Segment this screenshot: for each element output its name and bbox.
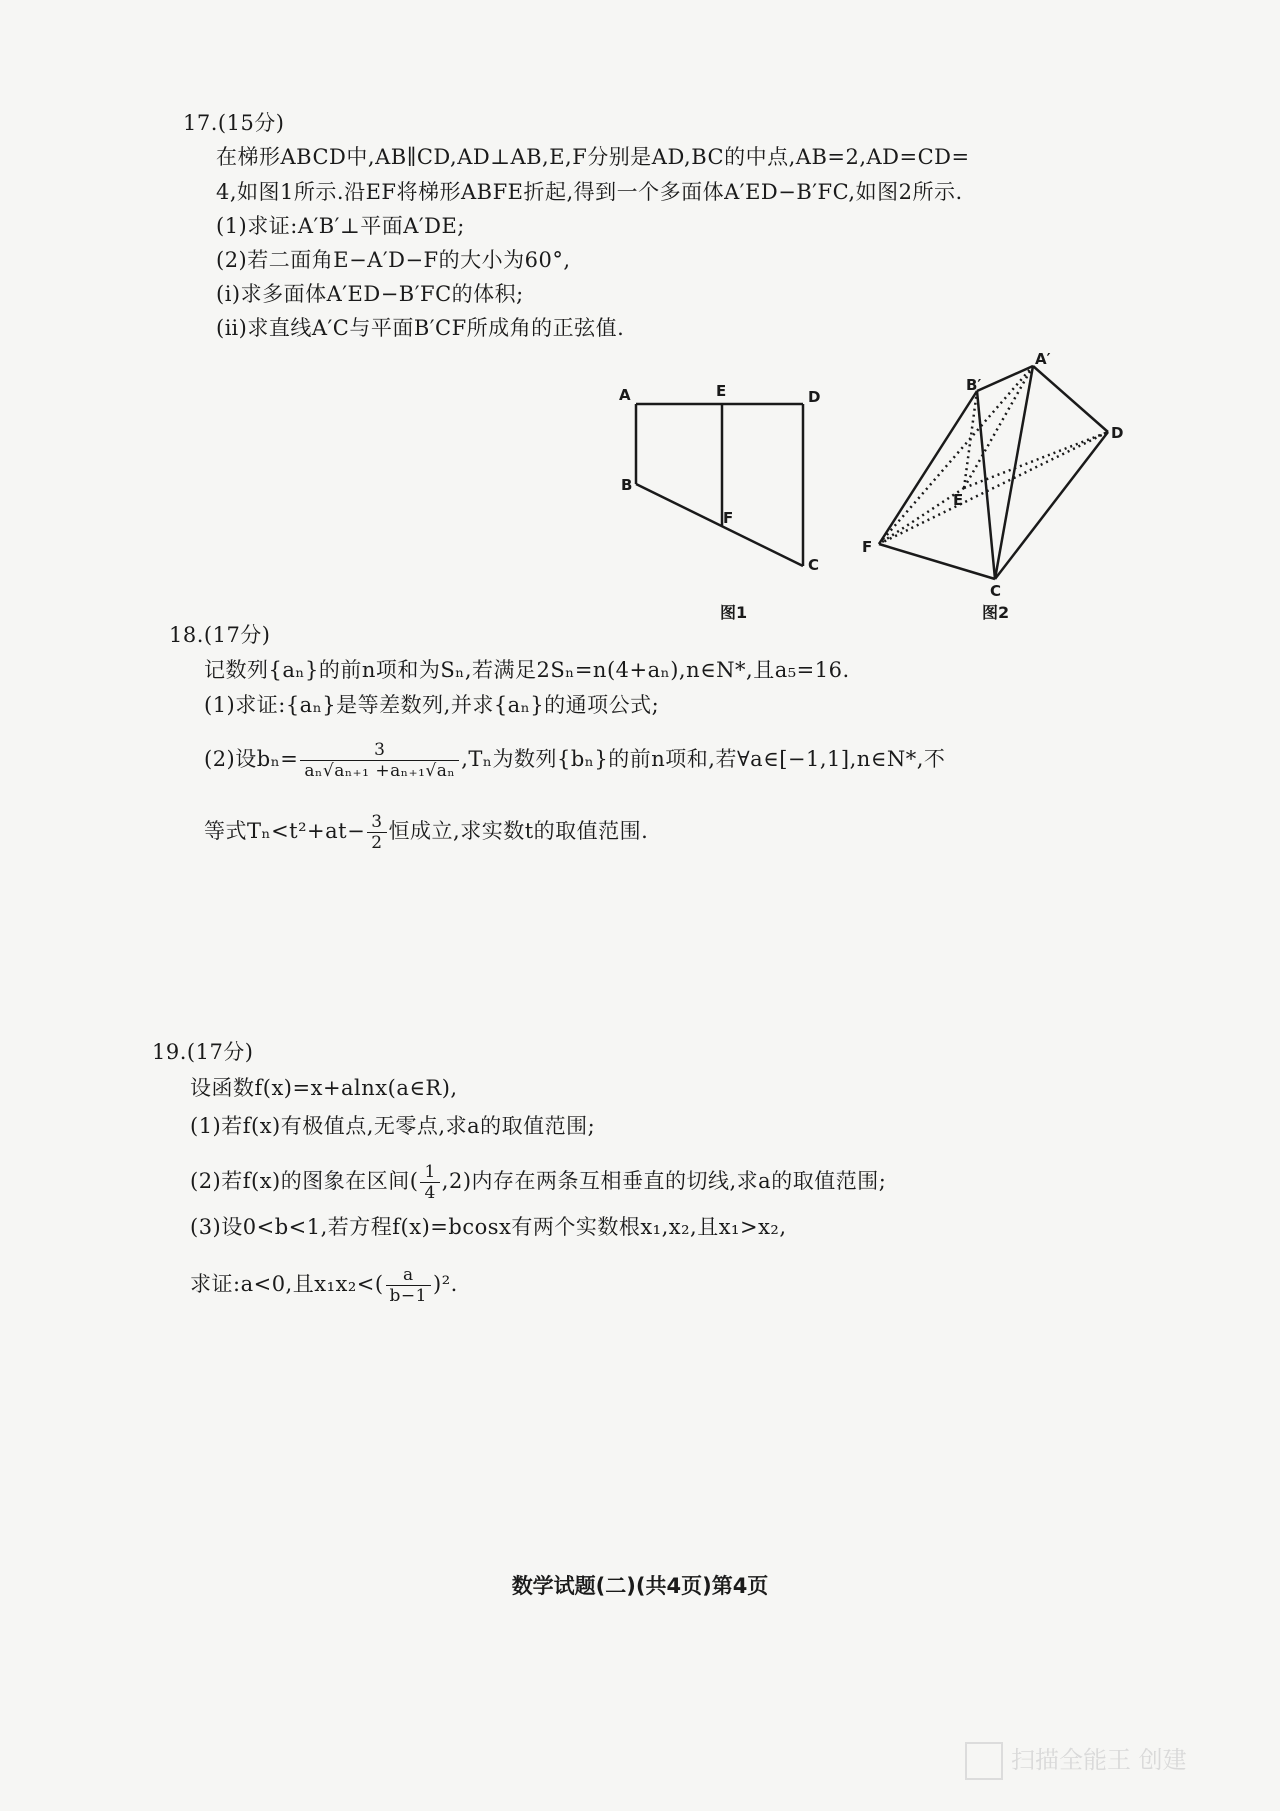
q18-line-2: (1)求证:{aₙ}是等差数列,并求{aₙ}的通项公式; [204,693,660,717]
q17-line-3: (1)求证:A′B′⊥平面A′DE; [216,214,465,238]
q19-line-1: 设函数f(x)=x+alnx(a∈R), [190,1076,458,1100]
q18-half-fraction [367,812,386,853]
fig1-label-A: A [619,386,631,404]
fig1-label-F: F [723,509,734,527]
q19-line-2: (1)若f(x)有极值点,无零点,求a的取值范围; [190,1114,596,1138]
q19-line-3 [190,1162,886,1203]
q18-line-4-a: 等式Tₙ<t²+at− [204,819,366,843]
q18-half-numerator: 3 [367,812,386,833]
q19-header: 19.(17分) [152,1040,254,1064]
fig2-label-D: D [1111,424,1124,442]
q18-line-4-b: 恒成立,求实数t的取值范围. [388,819,649,843]
q18-line-4 [204,812,648,853]
q18-bn-numerator: 3 [300,740,459,761]
q18-half-denominator: 2 [371,833,383,853]
q19-line-5-a: 求证:a<0,且x₁x₂<( [190,1272,384,1296]
q18-bn-fraction [300,740,459,781]
figure-2 [879,366,1108,579]
q18-line-1: 记数列{aₙ}的前n项和为Sₙ,若满足2Sₙ=n(4+aₙ),n∈N*,且a₅=16. [204,658,850,682]
q17-header: 17.(15分) [183,111,285,135]
fig1-label-E: E [716,382,727,400]
q19-ratio-fraction [386,1265,431,1306]
scanner-logo-icon [965,1742,1003,1780]
q19-line-3-a: (2)若f(x)的图象在区间( [190,1169,419,1193]
q18-line-3 [204,740,945,781]
fig2-label-A: A′ [1035,350,1051,368]
fig2-label-C: C [990,582,1002,600]
q19-line-3-b: ,2)内存在两条互相垂直的切线,求a的取值范围; [441,1169,887,1193]
q19-ratio-numerator: a [386,1265,431,1286]
q17-figures [0,348,1280,628]
fig1-label-C: C [808,556,820,574]
q19-line-4: (3)设0<b<1,若方程f(x)=bcosx有两个实数根x₁,x₂,且x₁>x₂, [190,1215,787,1239]
fig2-label-F: F [862,538,873,556]
q19-quarter-fraction [420,1162,439,1203]
figure-1 [636,404,803,566]
q19-line-5-b: )². [433,1272,458,1296]
watermark-text: 扫描全能王 创建 [1011,1746,1187,1774]
fig1-caption: 图1 [720,603,748,622]
page-footer: 数学试题(二)(共4页)第4页 [511,1574,769,1598]
q18-line-3-a: (2)设bₙ= [204,747,299,771]
q18-header: 18.(17分) [169,623,271,647]
q17-line-4: (2)若二面角E−A′D−F的大小为60°, [216,248,571,272]
fig2-label-E: E [953,491,964,509]
q19-quarter-denominator: 4 [424,1183,436,1203]
q19-quarter-numerator: 1 [420,1162,439,1183]
scanner-watermark [965,1740,1187,1780]
q17-line-2: 4,如图1所示.沿EF将梯形ABFE折起,得到一个多面体A′ED−B′FC,如图2所示. [216,180,963,204]
q18-line-3-b: ,Tₙ为数列{bₙ}的前n项和,若∀a∈[−1,1],n∈N*,不 [461,747,946,771]
q19-line-5 [190,1265,458,1306]
fig1-label-B: B [621,476,633,494]
q18-bn-denominator: aₙ√aₙ₊₁ +aₙ₊₁√aₙ [304,761,456,781]
q17-line-1: 在梯形ABCD中,AB∥CD,AD⊥AB,E,F分别是AD,BC的中点,AB=2,AD=CD= [216,145,970,169]
fig2-caption: 图2 [982,603,1010,622]
q17-line-6: (ⅱ)求直线A′C与平面B′CF所成角的正弦值. [216,316,625,340]
q19-ratio-denominator: b−1 [389,1286,427,1306]
q17-line-5: (ⅰ)求多面体A′ED−B′FC的体积; [216,282,524,306]
fig1-label-D: D [808,388,821,406]
fig2-label-B: B′ [966,376,982,394]
